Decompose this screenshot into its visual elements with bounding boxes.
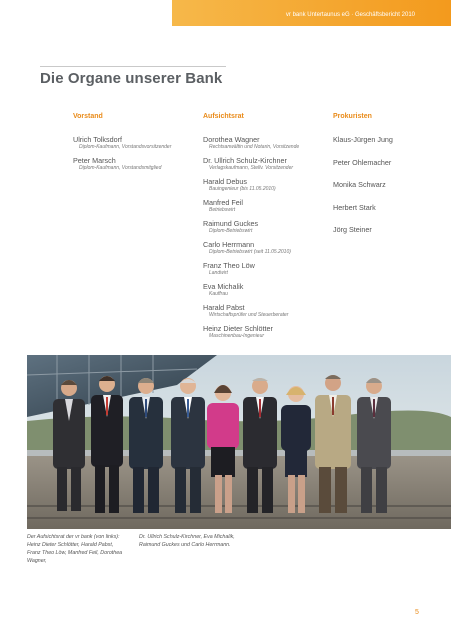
member-name: Klaus-Jürgen Jung: [333, 135, 393, 144]
member-role: Bauingenieur (bis 11.05.2010): [209, 186, 276, 192]
member-entry: [333, 225, 443, 234]
group-photo: [27, 355, 451, 529]
member-entry: [333, 158, 443, 167]
column-heading-aufsichtsrat: Aufsichtsrat: [203, 113, 244, 120]
member-entry: [203, 135, 333, 151]
member-entry: [333, 180, 443, 189]
column-prokuristen: [333, 113, 443, 248]
member-name: Heinz Dieter Schlötter: [203, 324, 273, 333]
title-rule: [40, 66, 226, 67]
member-role: Rechtsanwältin und Notarin, Vorsitzende: [209, 144, 300, 150]
member-name: Peter Ohlemacher: [333, 157, 392, 167]
member-entry: [73, 135, 203, 151]
member-name: Carlo Herrmann: [203, 240, 255, 249]
member-name: Dr. Ullrich Schulz-Kirchner: [203, 156, 287, 165]
member-role: Betriebswirt: [209, 207, 236, 213]
member-name: Herbert Stark: [333, 202, 376, 212]
member-entry: [203, 324, 333, 340]
member-entry: [203, 282, 333, 298]
member-role: Wirtschaftsprüfer und Steuerberater: [209, 312, 289, 318]
member-role: Diplom-Kaufmann, Vorstandsmitglied: [79, 165, 162, 171]
member-entry: [203, 156, 333, 172]
column-heading-vorstand: Vorstand: [73, 113, 103, 120]
column-aufsichtsrat: [203, 113, 333, 345]
member-name: Ulrich Tolksdorf: [73, 135, 122, 144]
header-text: vr bank Untertaunus eG · Geschäftsbericht 2010: [285, 12, 415, 18]
page-number: 5: [415, 609, 419, 616]
member-entry: [333, 203, 443, 212]
member-role: Landwirt: [209, 270, 228, 276]
member-name: Peter Marsch: [73, 156, 116, 165]
column-heading-prokuristen: Prokuristen: [333, 113, 372, 120]
member-name: Raimund Guckes: [203, 219, 259, 228]
page-title: Die Organe unserer Bank: [40, 70, 223, 87]
header-band: [172, 0, 451, 26]
member-name: Harald Debus: [203, 177, 247, 186]
member-role: Diplom-Betriebswirt: [209, 228, 253, 234]
member-entry: [203, 177, 333, 193]
member-name: Eva Michalik: [203, 282, 244, 291]
member-role: Verlagskaufmann, Stellv. Vorsitzender: [209, 165, 294, 171]
member-list: [73, 135, 203, 172]
member-role: Diplom-Kaufmann, Vorstandsvorsitzender: [79, 144, 172, 150]
member-entry: [203, 303, 333, 319]
member-entry: [203, 261, 333, 277]
member-name: Jörg Steiner: [333, 225, 372, 234]
member-entry: [203, 240, 333, 256]
member-entry: [73, 156, 203, 172]
member-name: Dorothea Wagner: [203, 135, 260, 144]
member-name: Harald Pabst: [203, 303, 245, 312]
member-name: Manfred Feil: [203, 198, 243, 207]
member-name: Franz Theo Löw: [203, 261, 255, 270]
member-entry: [333, 135, 443, 144]
member-entry: [203, 219, 333, 235]
member-role: Kauffrau: [209, 291, 228, 297]
photo-caption-part-2: Dr. Ullrich Schulz-Kirchner, Eva Michalik, Raimund Guckes und Carlo Herrmann.: [139, 534, 235, 548]
photo-caption-part-1: Der Aufsichtsrat der vr bank (von links): Heinz Dieter Schlötter, Harald Pabst, Franz Theo Löw, Manfred Feil, Dorothea Wagner,: [27, 534, 123, 564]
member-list: [333, 135, 443, 234]
member-entry: [203, 198, 333, 214]
member-role: Diplom-Betriebswirt (seit 11.05.2010): [209, 249, 291, 255]
member-list: [203, 135, 333, 340]
member-role: Maschinenbau-Ingenieur: [209, 333, 265, 339]
person-figures: [53, 375, 391, 513]
column-vorstand: [73, 113, 203, 177]
member-name: Monika Schwarz: [333, 180, 386, 189]
